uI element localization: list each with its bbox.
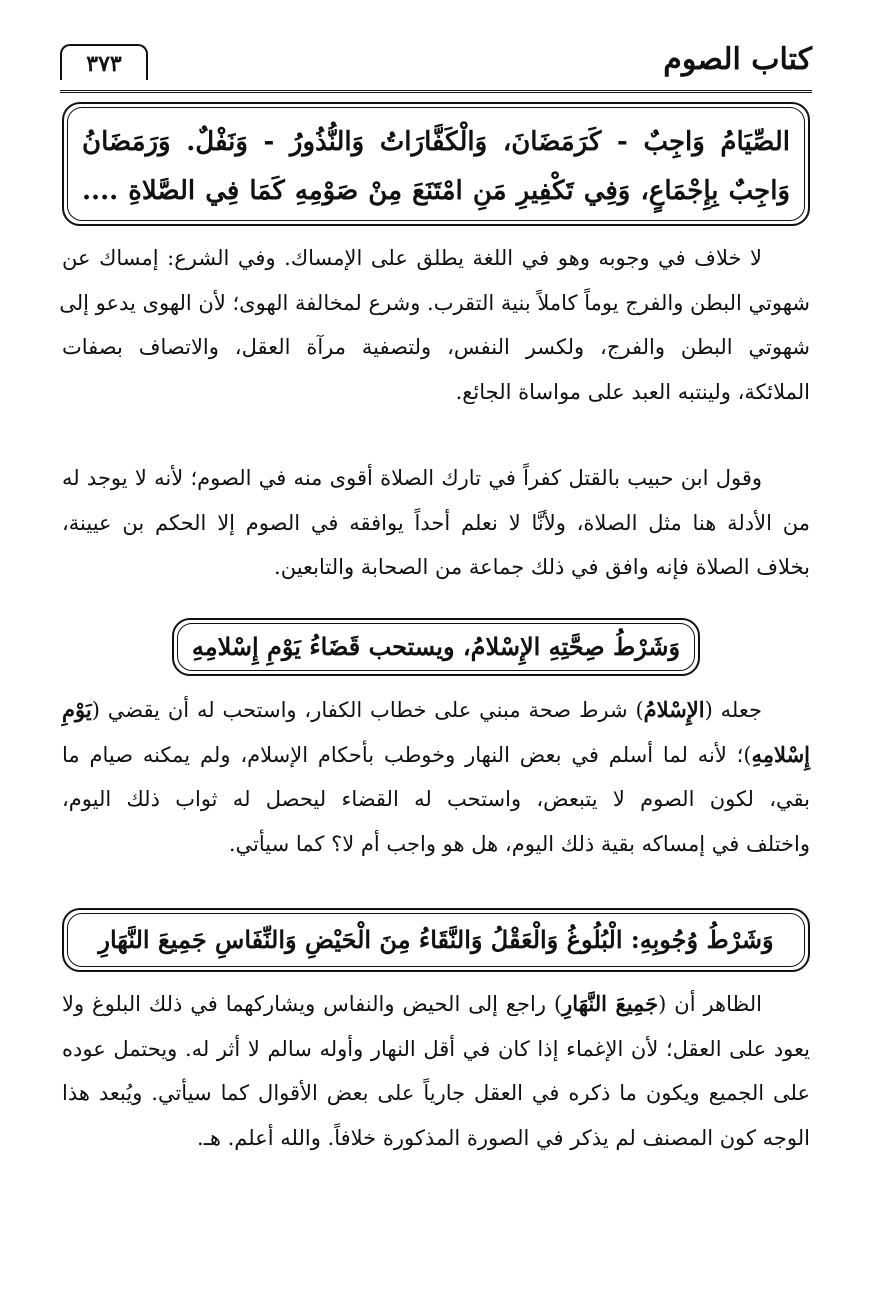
text-line: من الأدلة هنا مثل الصلاة، ولأنَّا لا نعلم أحداً يوافقه في الصوم إلا الحكم بن عيينة، <box>62 510 810 535</box>
text-line: بقي، لكون الصوم لا يتبعض، واستحب له القضاء ليحصل له ثواب ذلك اليوم، <box>62 787 810 811</box>
text-line: جعله (الإِسْلامُ) شرط صحة مبني على خطاب الكفار، واستحب له أن يقضي (يَوْمِ <box>62 697 762 722</box>
text-line: الوجه كون المصنف لم يذكر في الصورة المذكورة خلافاً. والله أعلم. هـ. <box>197 1125 810 1150</box>
commentary-paragraph-4 <box>62 982 810 1160</box>
text-line: على الجميع ويكون ما ذكره في العقل جارياً على بعض الأقوال كما سيأتي. ويُبعد هذا <box>62 1081 810 1105</box>
commentary-paragraph-1 <box>59 236 810 414</box>
commentary-paragraph-2 <box>62 456 810 590</box>
text-line: يعود على العقل؛ لأن الإغماء إذا كان في أقل النهار وأوله سالم لا أثر له. ويحتمل عوده <box>62 1036 810 1061</box>
quoted-matn: جَمِيعَ النَّهَارِ <box>562 991 659 1016</box>
text-line: واختلف في إمساكه بقية ذلك اليوم، هل هو واجب أم لا؟ كما سيأتي. <box>228 831 810 856</box>
matn-box-condition-validity <box>172 618 700 676</box>
quoted-matn: الإِسْلامُ <box>643 697 705 722</box>
text-line: وقول ابن حبيب بالقتل كفراً في تارك الصلاة أقوى منه في الصوم؛ لأنه لا يوجد له <box>62 466 762 490</box>
page-number: ٣٧٣ <box>60 44 148 80</box>
chapter-title: كتاب الصوم <box>663 42 812 77</box>
matn-text: وَشَرْطُ وُجُوبِهِ: الْبُلُوغُ وَالْعَقْلُ وَالنَّقَاءُ مِنَ الْحَيْضِ وَالنِّفَاسِ جَمِيعَ النَّهَارِ <box>98 925 774 954</box>
quoted-matn: إِسْلامِهِ <box>751 741 810 767</box>
matn-box-condition-obligation <box>62 908 810 972</box>
text-line: الظاهر أن (جَمِيعَ النَّهَارِ) راجع إلى الحيض والنفاس ويشاركهما في ذلك البلوغ ولا <box>62 991 762 1016</box>
matn-text: وَشَرْطُ صِحَّتِهِ الإِسْلامُ، ويستحب قَضَاءُ يَوْمِ إِسْلامِهِ <box>191 632 681 661</box>
quoted-matn: يَوْمِ <box>62 697 92 722</box>
text-line: بخلاف الصلاة فإنه وافق في ذلك جماعة من الصحابة والتابعين. <box>274 555 810 579</box>
matn-box-fasting <box>62 102 810 226</box>
matn-line-1: الصِّيَامُ وَاجِبٌ - كَرَمَضَانَ، وَالْكَفَّارَاتُ وَالنُّذُورُ - وَنَفْلٌ. وَرَمَضَانُ <box>82 127 790 157</box>
text-line: شهوتي البطن والفرج، ولكسر النفس، ولتصفية مرآة العقل، والاتصاف بصفات <box>62 335 810 359</box>
commentary-paragraph-3 <box>62 688 810 866</box>
text-line: الملائكة، ولينتبه العبد على مواساة الجائع. <box>455 379 810 404</box>
text-line: لا خلاف في وجوبه وهو في اللغة يطلق على الإمساك. وفي الشرع: إمساك عن <box>62 246 762 270</box>
text-line: إِسْلامِهِ)؛ لأنه لما أسلم في بعض النهار وخوطب بأحكام الإسلام، ولم يمكنه صيام ما <box>62 741 810 767</box>
matn-line-2: وَاجِبٌ بِإِجْمَاعٍ، وَفِي تَكْفِيرِ مَنِ امْتَنَعَ مِنْ صَوْمِهِ كَمَا فِي الصَّلاةِ .... <box>82 176 790 206</box>
text-line: شهوتي البطن والفرج يوماً كاملاً بنية التقرب. وشرع لمخالفة الهوى؛ لأن الهوى يدعو إلى <box>59 290 810 315</box>
running-header <box>60 38 812 93</box>
